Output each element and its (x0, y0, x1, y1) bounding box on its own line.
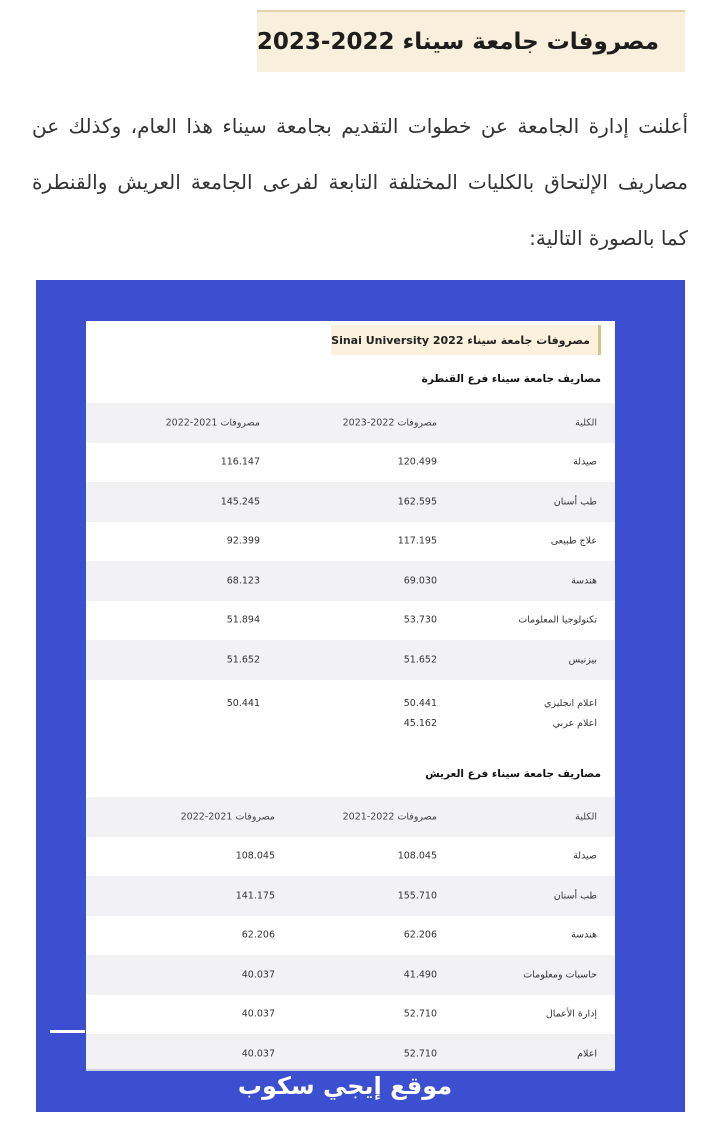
fee-new-media-arabic: 45.162 (403, 717, 437, 729)
table-row (86, 916, 615, 956)
fee-old-cell: 92.399 (226, 535, 260, 547)
fee-new-media-english: 50.441 (403, 697, 437, 709)
header-faculty: الكلية (575, 811, 597, 823)
frame-dash (50, 1030, 85, 1033)
header-fee-new: مصروفات 2022-2023 (342, 417, 437, 429)
qantara-table (86, 403, 615, 750)
fee-old-cell: 51.894 (226, 614, 260, 626)
fee-old-cell-media: 50.441 (226, 697, 260, 709)
fee-old-cell: 68.123 (226, 575, 260, 587)
table-row (86, 1034, 615, 1071)
faculty-cell: صيدلة (573, 850, 597, 862)
table-row (86, 837, 615, 877)
fee-old-cell: 62.206 (241, 929, 275, 941)
fee-new-cell: 53.730 (403, 614, 437, 626)
table-row (86, 876, 615, 916)
fee-new-cell: 117.195 (397, 535, 437, 547)
fee-new-cell: 120.499 (397, 456, 437, 468)
faculty-cell: صيدلة (573, 456, 597, 468)
fee-new-cell: 162.595 (397, 496, 437, 508)
faculty-cell-media (544, 694, 597, 734)
table-header-row (86, 403, 615, 443)
fee-old-cell: 116.147 (220, 456, 260, 468)
intro-paragraph: أعلنت إدارة الجامعة عن خطوات التقديم بجامعة سيناء هذا العام، وكذلك عن مصاريف الإلتحاق بالكليات المختلفة التابعة لفرعى الجامعة العريش والقنطرة كما بالصورة التالية: (32, 114, 688, 250)
faculty-cell: طب أسنان (553, 890, 597, 902)
fee-new-cell: 41.490 (403, 969, 437, 981)
faculty-cell: تكنولوجيا المعلومات (518, 614, 597, 626)
fee-new-cell: 52.710 (403, 1048, 437, 1060)
fee-old-cell: 108.045 (235, 850, 275, 862)
article-heading-box (257, 10, 685, 72)
table-row (86, 482, 615, 522)
arish-table (86, 797, 615, 1071)
header-fee-old: مصروفات 2021-2022 (165, 417, 260, 429)
image-bottom-rule (86, 1069, 615, 1071)
faculty-cell: بيزنيس (568, 654, 597, 666)
fee-old-cell: 40.037 (241, 1048, 275, 1060)
fee-new-cell: 69.030 (403, 575, 437, 587)
table-row (86, 443, 615, 483)
faculty-cell: طب أسنان (553, 496, 597, 508)
table-row (86, 561, 615, 601)
table-row (86, 601, 615, 641)
table-row (86, 640, 615, 680)
fee-old-cell: 51.652 (226, 654, 260, 666)
table-row (86, 522, 615, 562)
fee-old-cell: 40.037 (241, 1008, 275, 1020)
faculty-cell: هندسة (571, 929, 597, 941)
header-fee-new: مصروفات 2022-2021 (342, 811, 437, 823)
fee-new-cell: 52.710 (403, 1008, 437, 1020)
fee-new-cell-media (404, 694, 437, 734)
table-header-row (86, 797, 615, 837)
fee-new-cell: 108.045 (397, 850, 437, 862)
fee-new-cell: 155.710 (397, 890, 437, 902)
faculty-cell: إدارة الأعمال (545, 1008, 597, 1020)
header-fee-old: مصروفات 2021-2022 (180, 811, 275, 823)
faculty-media-english: اعلام انجليزي (544, 697, 597, 709)
table-row-media (86, 680, 615, 750)
fee-old-cell: 145.245 (220, 496, 260, 508)
faculty-cell: هندسة (571, 575, 597, 587)
fee-new-cell: 62.206 (403, 929, 437, 941)
table-row (86, 995, 615, 1035)
fee-old-cell: 40.037 (241, 969, 275, 981)
article-heading: مصروفات جامعة سيناء 2022-2023 (256, 29, 659, 55)
image-title: مصروفات جامعة سيناء Sinai University 2022 (331, 325, 601, 355)
qantara-section-title: مصاريف جامعة سيناء فرع القنطرة (421, 373, 601, 385)
arish-section-title: مصاريف جامعة سيناء فرع العريش (425, 768, 601, 780)
faculty-cell: حاسبات ومعلومات (523, 969, 597, 981)
fee-new-cell: 51.652 (403, 654, 437, 666)
faculty-cell: علاج طبيعى (550, 535, 597, 547)
faculty-cell: اعلام (577, 1048, 597, 1060)
fees-image (86, 321, 615, 1071)
fee-old-cell: 141.175 (235, 890, 275, 902)
header-faculty: الكلية (575, 417, 597, 429)
site-watermark: موقع إيجي سكوب (237, 1072, 453, 1100)
faculty-media-arabic: اعلام عربي (552, 717, 597, 729)
table-row (86, 955, 615, 995)
